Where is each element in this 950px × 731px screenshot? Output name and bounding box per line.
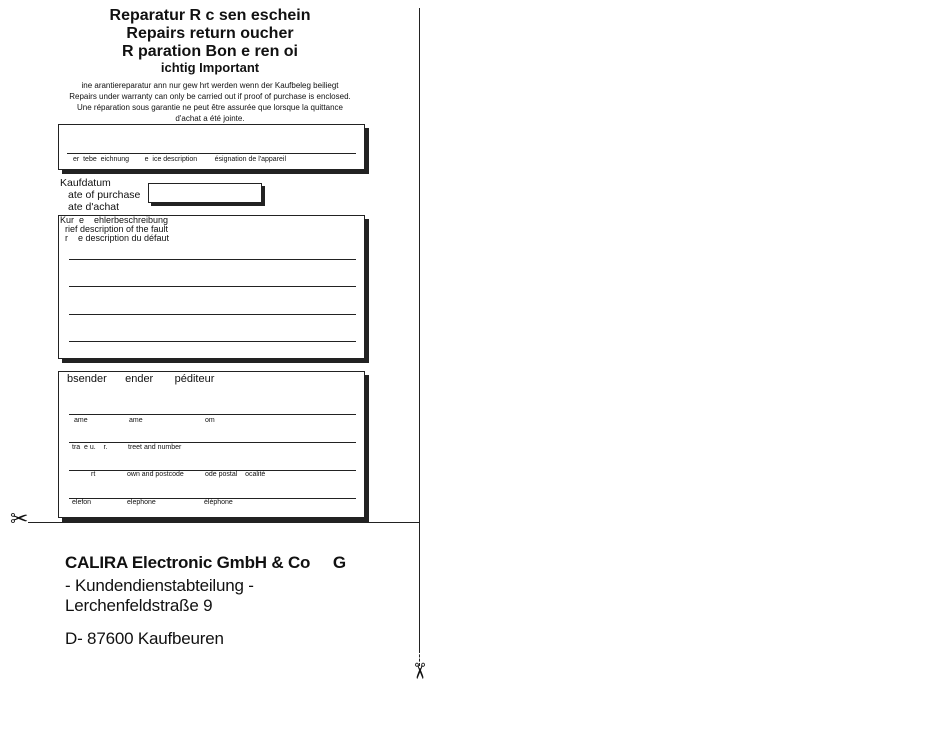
- notice-en: Repairs under warranty can only be carried out if proof of purchase is enclosed.: [69, 92, 351, 101]
- city-address: D- 87600 Kaufbeuren: [65, 629, 224, 648]
- purchase-date-en: ate of purchase: [68, 189, 141, 201]
- purchase-date-field[interactable]: [148, 183, 262, 203]
- fault-label-de: Kur e ehlerbeschreibung: [60, 215, 169, 225]
- company-name: CALIRA Electronic GmbH & Co G: [65, 553, 346, 572]
- sender-box[interactable]: [58, 371, 365, 518]
- device-line: [67, 153, 356, 154]
- phone-fr: éléphone: [204, 499, 233, 506]
- town-en: own and postcode: [127, 471, 184, 478]
- scissors-icon: ✂: [10, 506, 29, 531]
- phone-en: elephone: [127, 499, 156, 506]
- purchase-date-fr: ate d'achat: [68, 201, 120, 213]
- name-de: ame: [74, 417, 88, 424]
- title-de: Reparatur R c sen eschein: [109, 7, 311, 24]
- horizontal-cut-line: [28, 522, 420, 523]
- town-fr: ode postal ocalité: [205, 471, 266, 478]
- sender-title: bsender ender péditeur: [67, 373, 215, 385]
- title-en: Repairs return oucher: [126, 25, 294, 42]
- fault-box[interactable]: [58, 215, 365, 359]
- device-caption: er tebe eichnung e ice description ésignation de l'appareil: [73, 156, 287, 163]
- notice-de: ine arantiereparatur ann nur gew hrt werden wenn der Kaufbeleg beiliegt: [81, 81, 339, 90]
- name-en: ame: [129, 417, 143, 424]
- notice-fr-1: Une réparation sous garantie ne peut être assurée que lorsque la quittance: [77, 103, 343, 112]
- warranty-notice: [40, 80, 380, 124]
- notice-fr-2: d'achat a été jointe.: [175, 114, 245, 123]
- title-fr: R paration Bon e ren oi: [121, 43, 298, 60]
- sender-line-street: [69, 442, 356, 443]
- street-address: Lerchenfeldstraße 9: [65, 596, 213, 615]
- device-box[interactable]: [58, 124, 365, 170]
- street-en: treet and number: [128, 444, 182, 451]
- fault-label-en: rief description of the fault: [65, 224, 169, 234]
- fault-line-1: [69, 259, 356, 260]
- sender-line-name: [69, 414, 356, 415]
- town-de: rt: [91, 471, 96, 478]
- fault-label-fr: r e description du défaut: [65, 233, 170, 243]
- important-heading: ichtig Important: [160, 60, 260, 75]
- purchase-date-de: Kaufdatum: [60, 177, 111, 189]
- scissors-icon: ✂: [407, 661, 433, 681]
- department: - Kundendienstabteilung -: [65, 576, 254, 595]
- fault-line-4: [69, 341, 356, 342]
- phone-de: elefon: [72, 499, 92, 506]
- purchase-date-labels: [60, 177, 140, 213]
- vertical-cut-line: [419, 8, 420, 650]
- name-fr: om: [205, 417, 215, 424]
- fault-line-2: [69, 286, 356, 287]
- street-de: tra e u. r.: [72, 444, 108, 451]
- fault-line-3: [69, 314, 356, 315]
